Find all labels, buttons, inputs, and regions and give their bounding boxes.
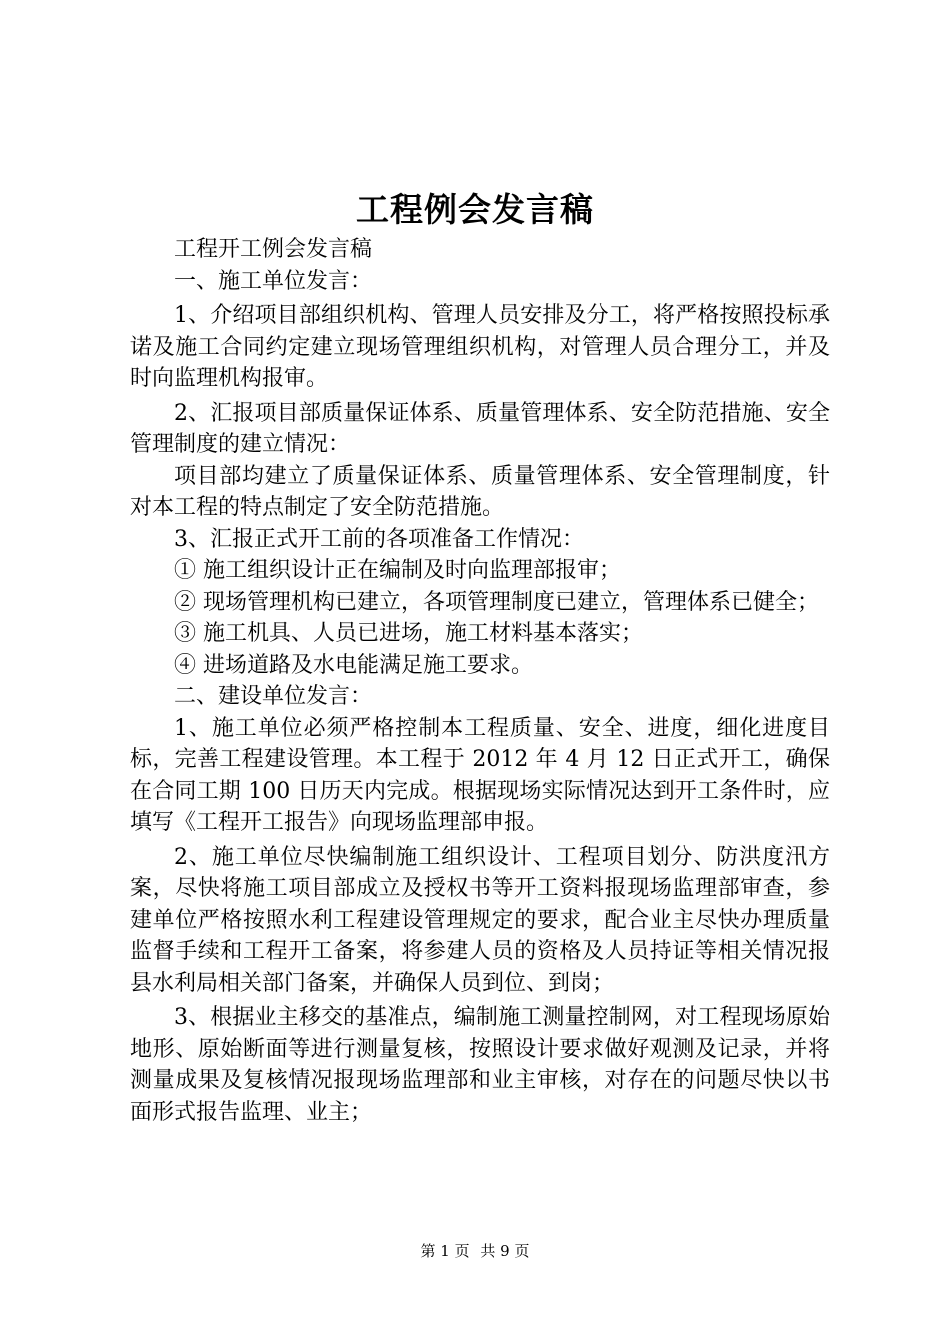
document-body	[130, 234, 830, 1128]
paragraph-subtitle: 工程开工例会发言稿	[174, 237, 373, 262]
page-total: 共 9 页	[480, 1242, 530, 1260]
page-footer	[0, 1240, 950, 1261]
paragraph: 3、根据业主移交的基准点，编制施工测量控制网，对工程现场原始地形、原始断面等进行测量复核，按照设计要求做好观测及记录，并将测量成果及复核情况报现场监理部和业主审核，对存在的问题尽快以书面形式报告监理、业主；	[130, 1005, 830, 1125]
paragraph: 3、汇报正式开工前的各项准备工作情况：	[174, 526, 584, 552]
paragraph: 2、汇报项目部质量保证体系、质量管理体系、安全防范措施、安全管理制度的建立情况：	[130, 400, 830, 457]
page-number: 第 1 页	[420, 1242, 470, 1260]
paragraph: 1、施工单位必须严格控制本工程质量、安全、进度，细化进度目标，完善工程建设管理。本工程于 2012 年 4 月 12 日正式开工，确保在合同工期 100 日历天内完成。根据现场实际情况达到开工条件时，应填写《工程开工报告》向现场监理部申报。	[130, 715, 830, 835]
paragraph-section-1-heading: 一、施工单位发言：	[174, 268, 373, 294]
list-item: ① 施工组织设计正在编制及时向监理部报审；	[174, 558, 621, 583]
paragraph: 项目部均建立了质量保证体系、质量管理体系、安全管理制度，针对本工程的特点制定了安全防范措施。	[130, 463, 830, 520]
list-item: ② 现场管理机构已建立，各项管理制度已建立，管理体系已健全；	[174, 589, 819, 615]
list-item: ④ 进场道路及水电能满足施工要求。	[174, 652, 533, 678]
paragraph-section-2-heading: 二、建设单位发言：	[174, 684, 373, 709]
document-title: 工程例会发言稿	[356, 190, 594, 229]
paragraph: 2、施工单位尽快编制施工组织设计、工程项目划分、防洪度汛方案，尽快将施工项目部成立及授权书等开工资料报现场监理部审查，参建单位严格按照水利工程建设管理规定的要求，配合业主尽快办理质量监督手续和工程开工备案，将参建人员的资格及人员持证等相关情况报县水利局相关部门备案，并确保人员到位、到岗；	[130, 844, 830, 996]
paragraph: 1、介绍项目部组织机构、管理人员安排及分工，将严格按照投标承诺及施工合同约定建立现场管理组织机构，对管理人员合理分工，并及时向监理机构报审。	[130, 303, 830, 391]
list-item: ③ 施工机具、人员已进场，施工材料基本落实；	[174, 621, 643, 646]
